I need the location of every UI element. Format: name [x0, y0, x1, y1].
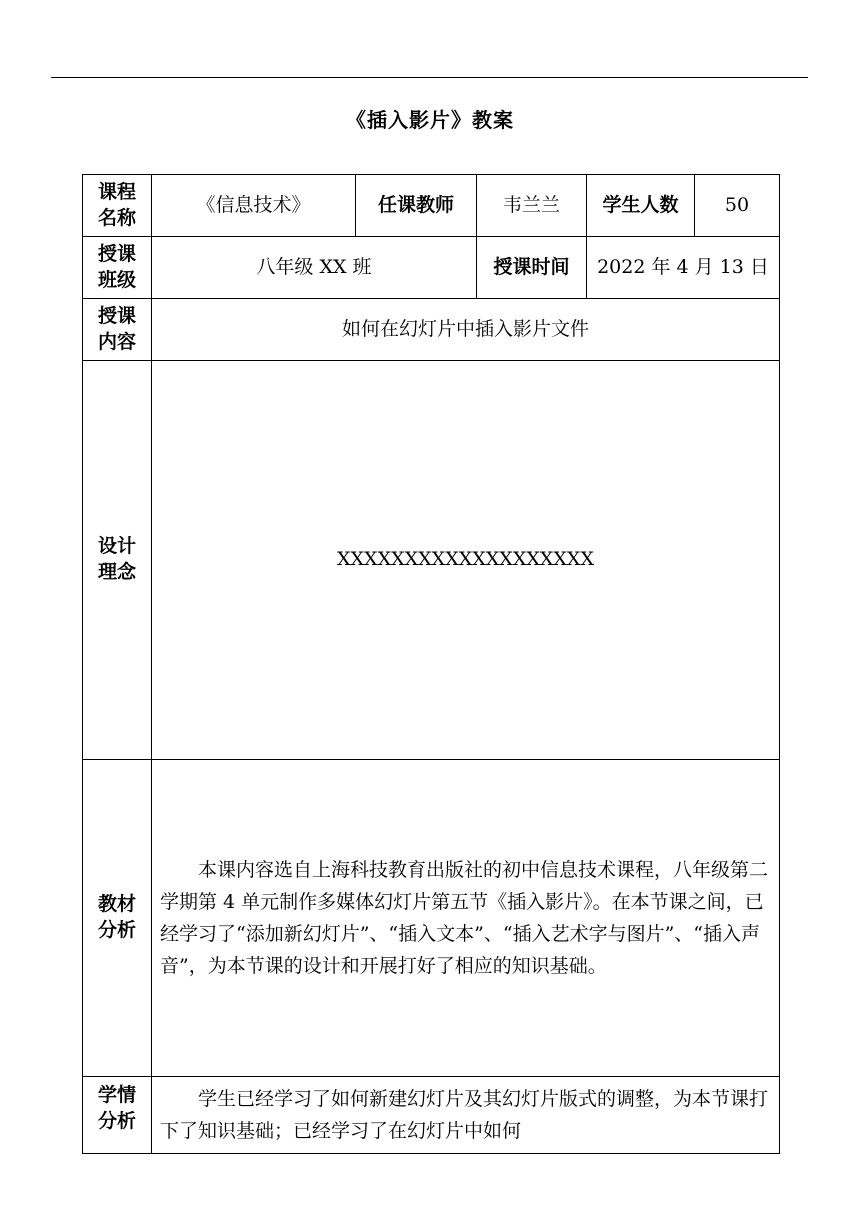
table-row	[83, 1077, 780, 1154]
document-title: 《插入影片》教案	[346, 108, 514, 132]
header-rule	[51, 77, 808, 78]
time-value: 2022 年 4 月 13 日	[587, 237, 780, 299]
table-row	[83, 760, 780, 1077]
time-label: 授课时间	[477, 237, 587, 299]
material-cell	[152, 760, 780, 1077]
table-row	[83, 237, 780, 299]
table-row	[83, 361, 780, 760]
content-label: 授课内容	[83, 299, 152, 361]
course-name-value: 《信息技术》	[152, 175, 356, 237]
students-analysis-cell	[152, 1077, 780, 1154]
students-analysis-paragraph: 学生已经学习了如何新建幻灯片及其幻灯片版式的调整，为本节课打下了知识基础；已经学习了在幻灯片中如何	[160, 1088, 769, 1142]
students-analysis-label: 学情分析	[83, 1077, 152, 1154]
material-paragraph: 本课内容选自上海科技教育出版社的初中信息技术课程，八年级第二学期第 4 单元制作多媒体幻灯片第五节《插入影片》。在本节课之间，已经学习了“添加新幻灯片”、“插入文本”、“插入艺术字与图片”、“插入声音”，为本节课的设计和开展打好了相应的知识基础。	[160, 859, 769, 977]
lesson-plan-table	[82, 174, 780, 1154]
teacher-value: 韦兰兰	[477, 175, 587, 237]
design-label: 设计理念	[83, 361, 152, 760]
students-count-value: 50	[695, 175, 780, 237]
teacher-label: 任课教师	[356, 175, 477, 237]
design-value: XXXXXXXXXXXXXXXXXXX	[152, 361, 780, 760]
content-value: 如何在幻灯片中插入影片文件	[152, 299, 780, 361]
students-count-label: 学生人数	[587, 175, 695, 237]
material-label: 教材分析	[83, 760, 152, 1077]
table-row	[83, 299, 780, 361]
table-row	[83, 175, 780, 237]
course-name-label: 课程名称	[83, 175, 152, 237]
class-label: 授课班级	[83, 237, 152, 299]
class-value: 八年级 XX 班	[152, 237, 477, 299]
